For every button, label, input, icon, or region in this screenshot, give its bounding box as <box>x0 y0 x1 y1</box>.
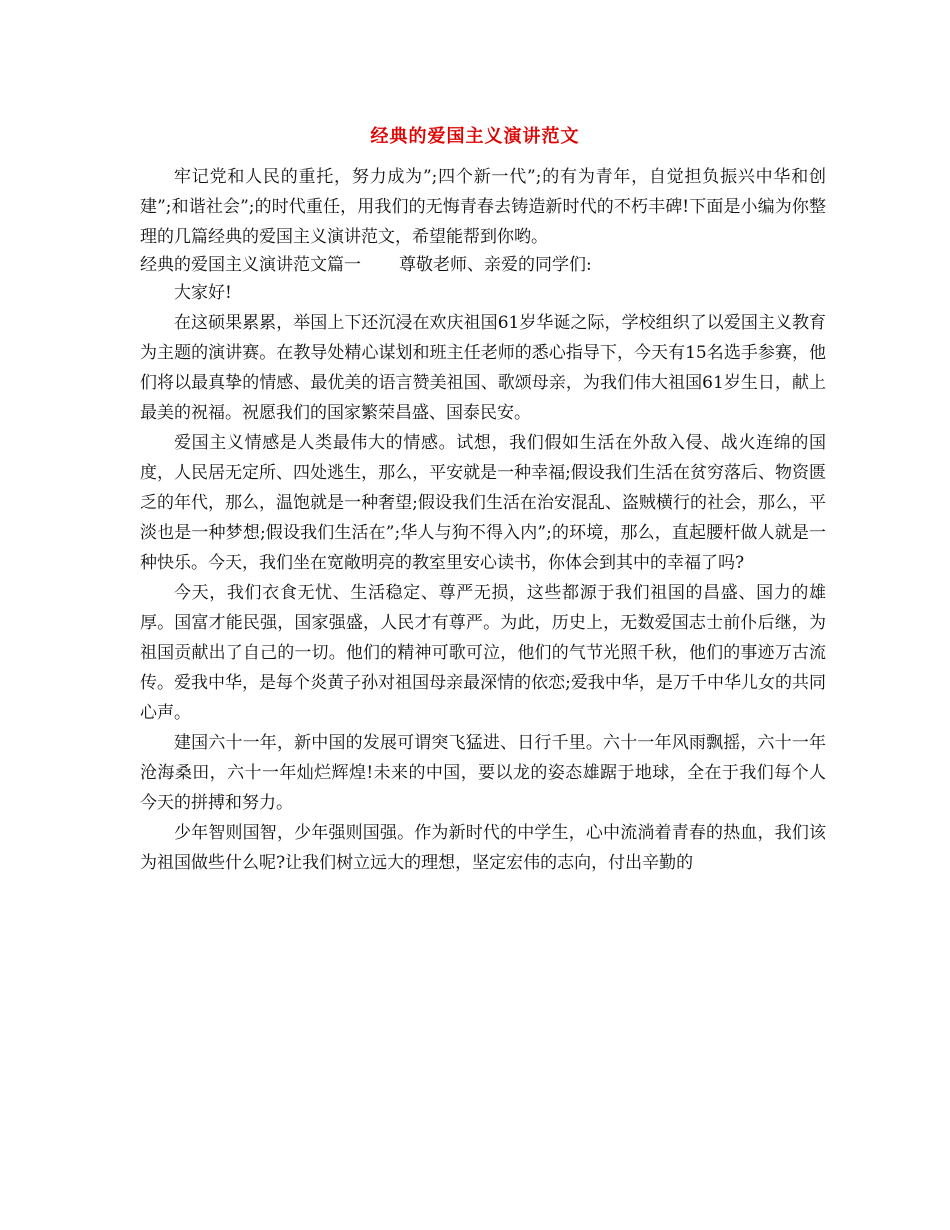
section-heading-line <box>140 252 826 278</box>
body-paragraph-3: 今天，我们衣食无忧、生活稳定、尊严无损，这些都源于我们祖国的昌盛、国力的雄厚。国富才能民强，国家强盛，人民才有尊严。为此，历史上，无数爱国志士前仆后继，为祖国贡献出了自己的一切。他们的精神可歌可泣，他们的气节光照千秋，他们的事迹万古流传。爱我中华，是每个炎黄子孙对祖国母亲最深情的依恋;爱我中华，是万千中华儿女的共同心声。 <box>140 583 826 723</box>
document-body <box>140 162 826 878</box>
body-paragraph-2: 爱国主义情感是人类最伟大的情感。试想，我们假如生活在外敌入侵、战火连绵的国度，人民居无定所、四处逃生，那么，平安就是一种幸福;假设我们生活在贫穷落后、物资匮乏的年代，那么，温饱就是一种奢望;假设我们生活在治安混乱、盗贼横行的社会，那么，平淡也是一种梦想;假设我们生活在”;华人与狗不得入内”;的环境，那么，直起腰杆做人就是一种快乐。今天，我们坐在宽敞明亮的教室里安心读书，你体会到其中的幸福了吗? <box>140 433 826 573</box>
intro-paragraph: 牢记党和人民的重托，努力成为”;四个新一代”;的有为青年，自觉担负振兴中华和创建”;和谐社会”;的时代重任，用我们的无悔青春去铸造新时代的不朽丰碑!下面是小编为你整理的几篇经典的爱国主义演讲范文，希望能帮到你哟。 <box>140 167 826 247</box>
greeting: 大家好! <box>174 283 232 303</box>
document-title: 经典的爱国主义演讲范文 <box>370 126 580 147</box>
body-paragraph-4: 建国六十一年，新中国的发展可谓突飞猛进、日行千里。六十一年风雨飘摇，六十一年沧海桑田，六十一年灿烂辉煌!未来的中国，要以龙的姿态雄踞于地球，全在于我们每个人今天的拼搏和努力。 <box>140 733 826 813</box>
body-paragraph-1: 在这硕果累累，举国上下还沉浸在欢庆祖国61岁华诞之际，学校组织了以爱国主义教育为主题的演讲赛。在教导处精心谋划和班主任老师的悉心指导下，今天有15名选手参赛，他们将以最真挚的情感、最优美的语言赞美祖国、歌颂母亲，为我们伟大祖国61岁生日，献上最美的祝福。祝愿我们的国家繁荣昌盛、国泰民安。 <box>140 313 826 423</box>
section-heading: 经典的爱国主义演讲范文篇一 <box>140 255 361 275</box>
salutation: 尊敬老师、亲爱的同学们: <box>399 255 592 275</box>
body-paragraph-5: 少年智则国智，少年强则国强。作为新时代的中学生，心中流淌着青春的热血，我们该为祖国做些什么呢?让我们树立远大的理想，坚定宏伟的志向，付出辛勤的 <box>140 823 826 873</box>
